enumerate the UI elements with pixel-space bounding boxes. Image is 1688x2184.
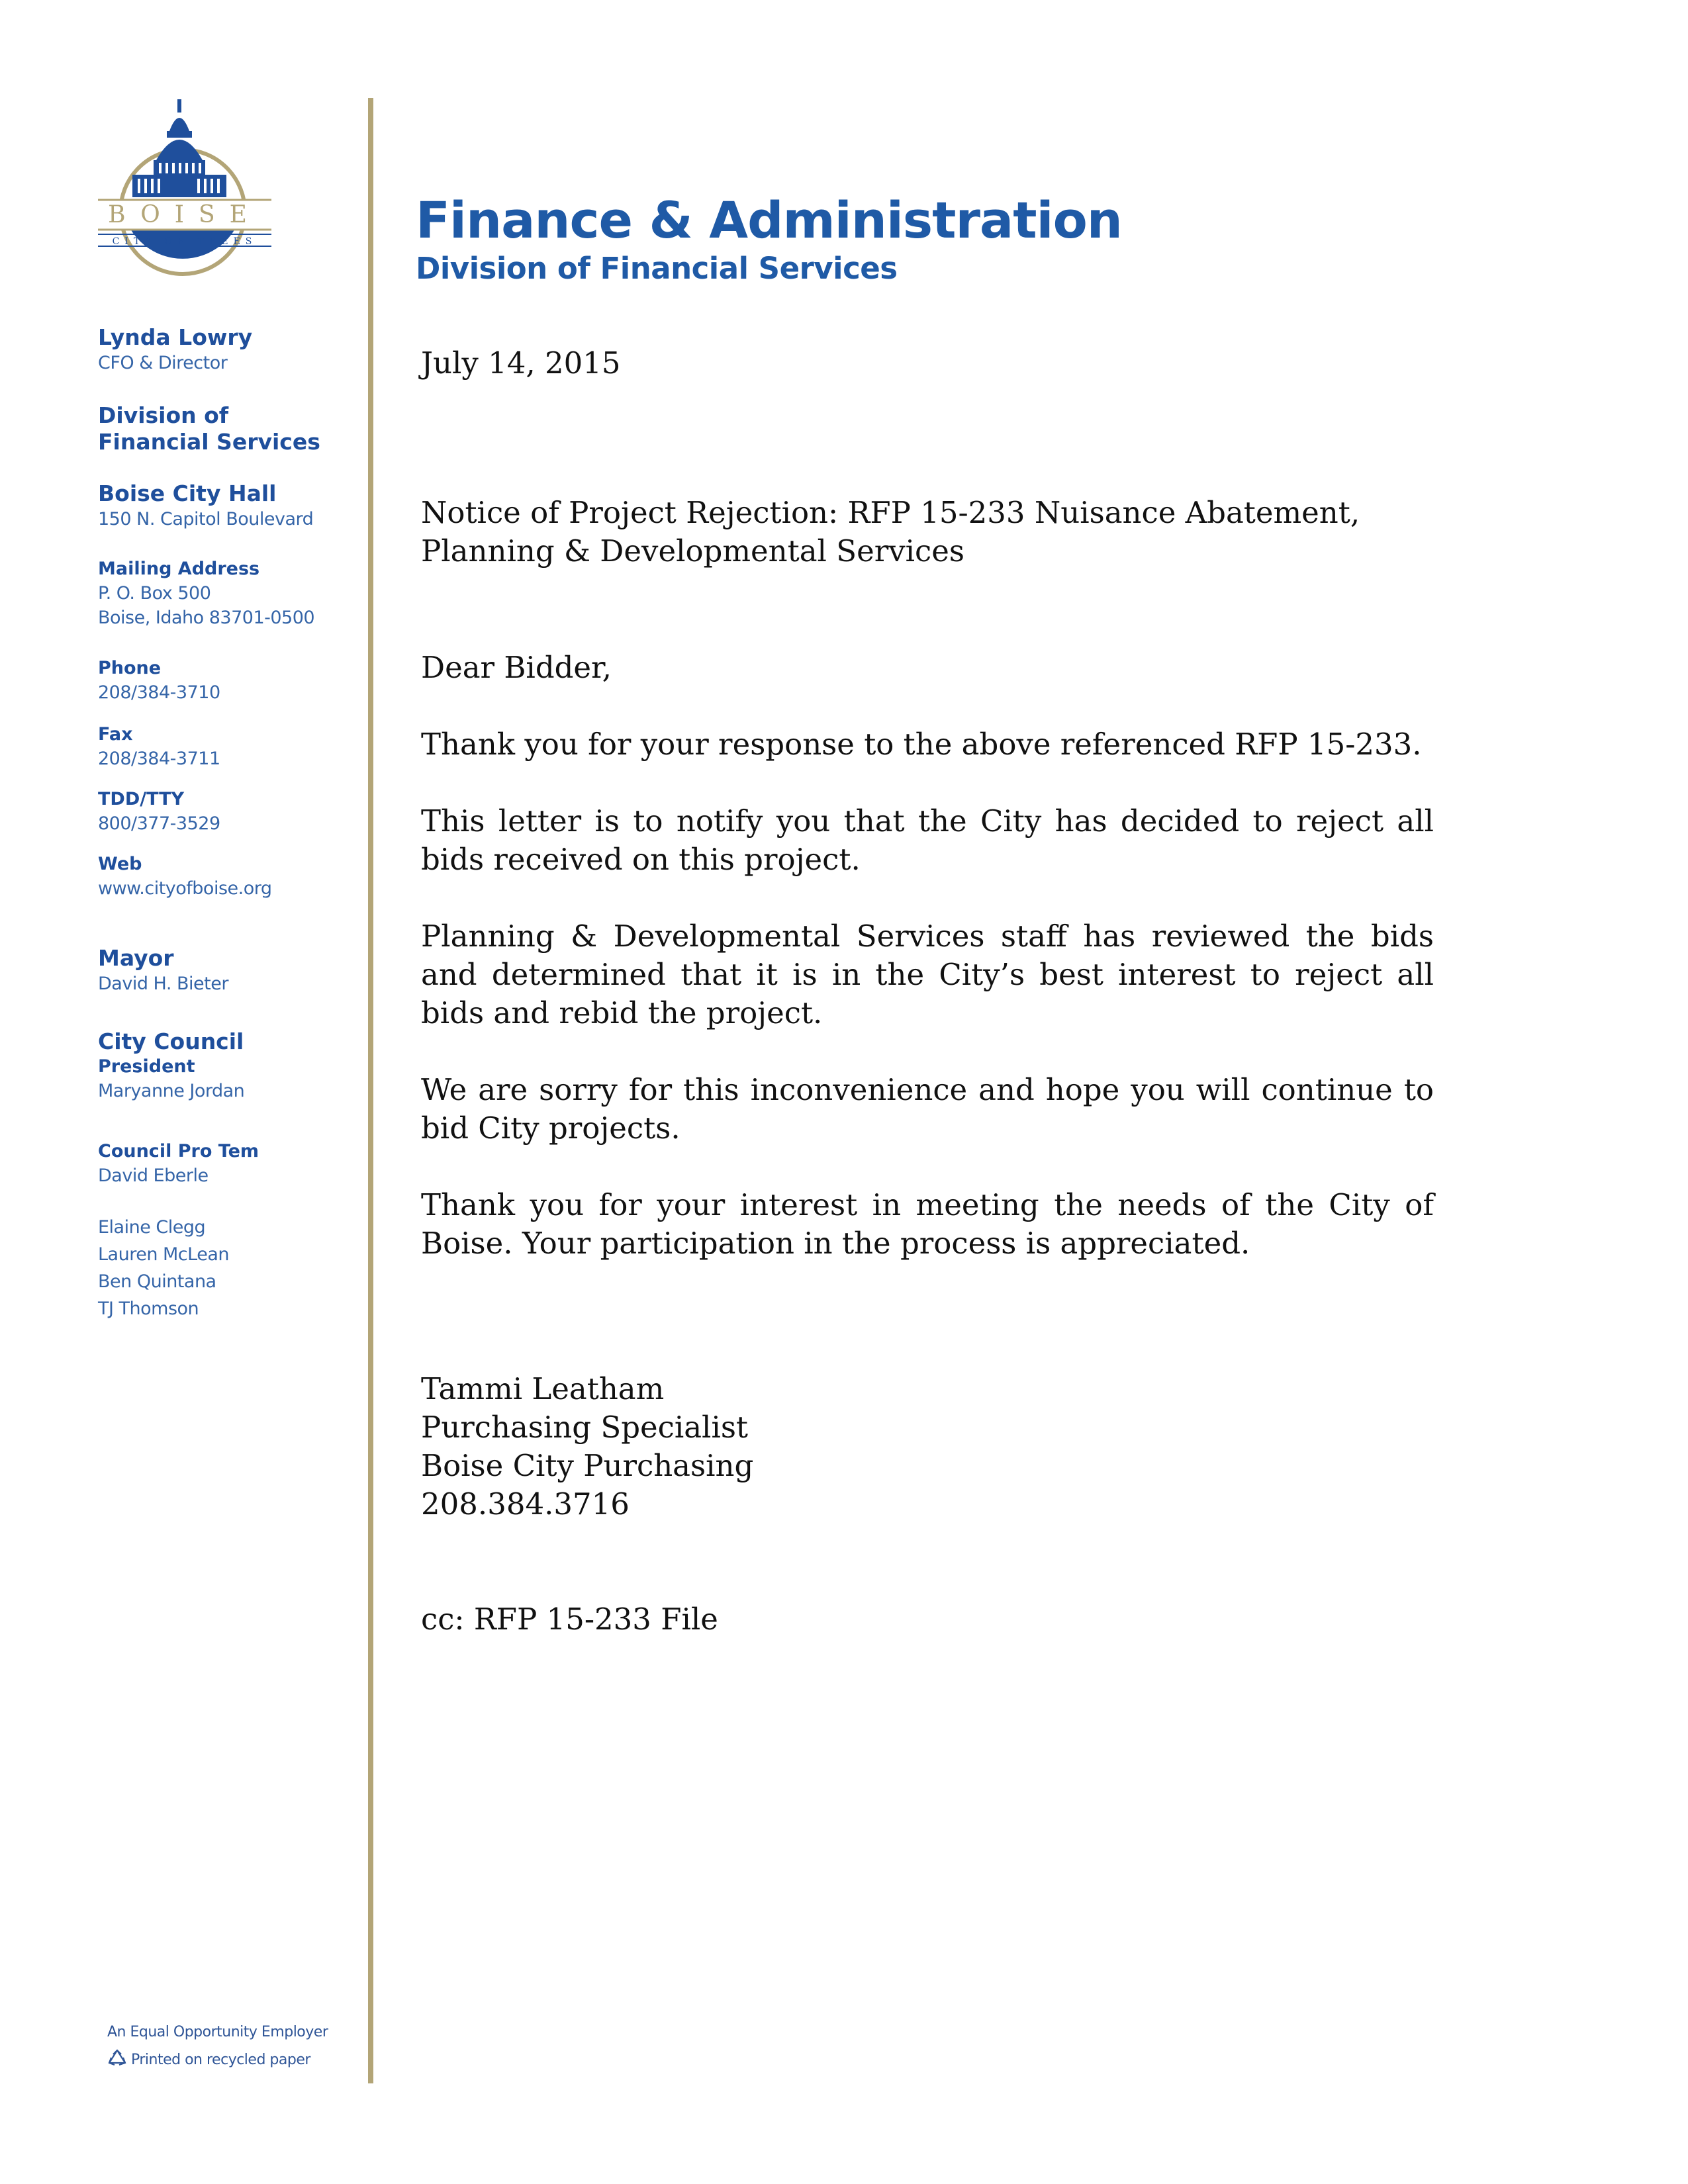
logo-wordmark: BOISE — [108, 201, 261, 228]
web-value: www.cityofboise.org — [98, 878, 272, 899]
fax-label: Fax — [98, 724, 133, 745]
council-label: City Council — [98, 1028, 244, 1054]
vertical-divider — [368, 98, 373, 2083]
letter-cc: cc: RFP 15-233 File — [421, 1602, 718, 1637]
mailing-label: Mailing Address — [98, 559, 260, 579]
council-member: Lauren McLean — [98, 1244, 229, 1265]
phone-block — [98, 657, 220, 705]
phone-label: Phone — [98, 658, 162, 678]
logo-tagline: CITY OF TREES — [112, 236, 258, 247]
letterhead-header — [416, 191, 1122, 287]
equal-opportunity-text: An Equal Opportunity Employer — [107, 2024, 328, 2040]
city-hall-address: 150 N. Capitol Boulevard — [98, 509, 314, 529]
sidebar-footer — [107, 2019, 328, 2074]
signature-phone: 208.384.3716 — [421, 1486, 630, 1522]
letter-date: July 14, 2015 — [421, 345, 621, 381]
council-member: Elaine Clegg — [98, 1217, 206, 1238]
city-hall-block — [98, 480, 313, 531]
signature-name: Tammi Leatham — [421, 1371, 665, 1406]
council-member: Ben Quintana — [98, 1271, 216, 1292]
council-member: TJ Thomson — [98, 1298, 199, 1319]
boise-city-logo — [98, 99, 271, 277]
letter-paragraph: This letter is to notify you that the City has decided to reject all bids received on this project. — [421, 803, 1434, 877]
council-members — [98, 1214, 229, 1322]
mayor-label: Mayor — [98, 945, 174, 971]
pro-tem-label: Council Pro Tem — [98, 1141, 259, 1161]
city-hall-label: Boise City Hall — [98, 480, 277, 506]
recycled-paper-line — [107, 2046, 328, 2074]
recycle-icon — [107, 2048, 127, 2068]
council-president-label: President — [98, 1056, 195, 1077]
director-title: CFO & Director — [98, 353, 228, 373]
council-president-name: Maryanne Jordan — [98, 1081, 245, 1101]
mayor-name: David H. Bieter — [98, 974, 228, 994]
pro-tem-block — [98, 1140, 259, 1188]
tdd-block — [98, 788, 220, 836]
mailing-block — [98, 557, 314, 630]
phone-value: 208/384-3710 — [98, 682, 220, 703]
signature-block — [421, 1370, 1434, 1524]
header-subtitle: Division of Financial Services — [416, 251, 898, 286]
signature-title: Purchasing Specialist — [421, 1410, 749, 1445]
division-line-1: Division of — [98, 402, 229, 428]
recycled-paper-text: Printed on recycled paper — [131, 2052, 310, 2068]
signature-department: Boise City Purchasing — [421, 1448, 754, 1483]
pro-tem-name: David Eberle — [98, 1165, 209, 1186]
council-block — [98, 1028, 244, 1103]
mailing-line-1: P. O. Box 500 — [98, 583, 211, 604]
fax-value: 208/384-3711 — [98, 749, 220, 769]
letter-salutation: Dear Bidder, — [421, 650, 612, 685]
director-block — [98, 324, 252, 375]
web-label: Web — [98, 854, 142, 874]
tdd-label: TDD/TTY — [98, 789, 185, 809]
letter-paragraph: We are sorry for this inconvenience and hope you will continue to bid City projects. — [421, 1072, 1434, 1146]
web-block — [98, 852, 272, 901]
letter-subject: Notice of Project Rejection: RFP 15-233 Nuisance Abatement, Planning & Developmental Services — [421, 495, 1360, 569]
director-name: Lynda Lowry — [98, 324, 253, 350]
mayor-block — [98, 945, 228, 996]
letter-paragraph: Planning & Developmental Services staff has reviewed the bids and determined that it is in the City’s best interest to reject all bids and rebid the project. — [421, 919, 1434, 1030]
letter-paragraph: Thank you for your interest in meeting the needs of the City of Boise. Your participation in the process is appreciated. — [421, 1187, 1434, 1261]
letter-paragraph: Thank you for your response to the above referenced RFP 15-233. — [421, 727, 1422, 762]
division-line-2: Financial Services — [98, 429, 320, 455]
fax-block — [98, 723, 220, 771]
division-block — [98, 402, 320, 455]
mailing-line-2: Boise, Idaho 83701-0500 — [98, 608, 315, 628]
tdd-value: 800/377-3529 — [98, 813, 220, 834]
header-title: Finance & Administration — [416, 191, 1122, 250]
